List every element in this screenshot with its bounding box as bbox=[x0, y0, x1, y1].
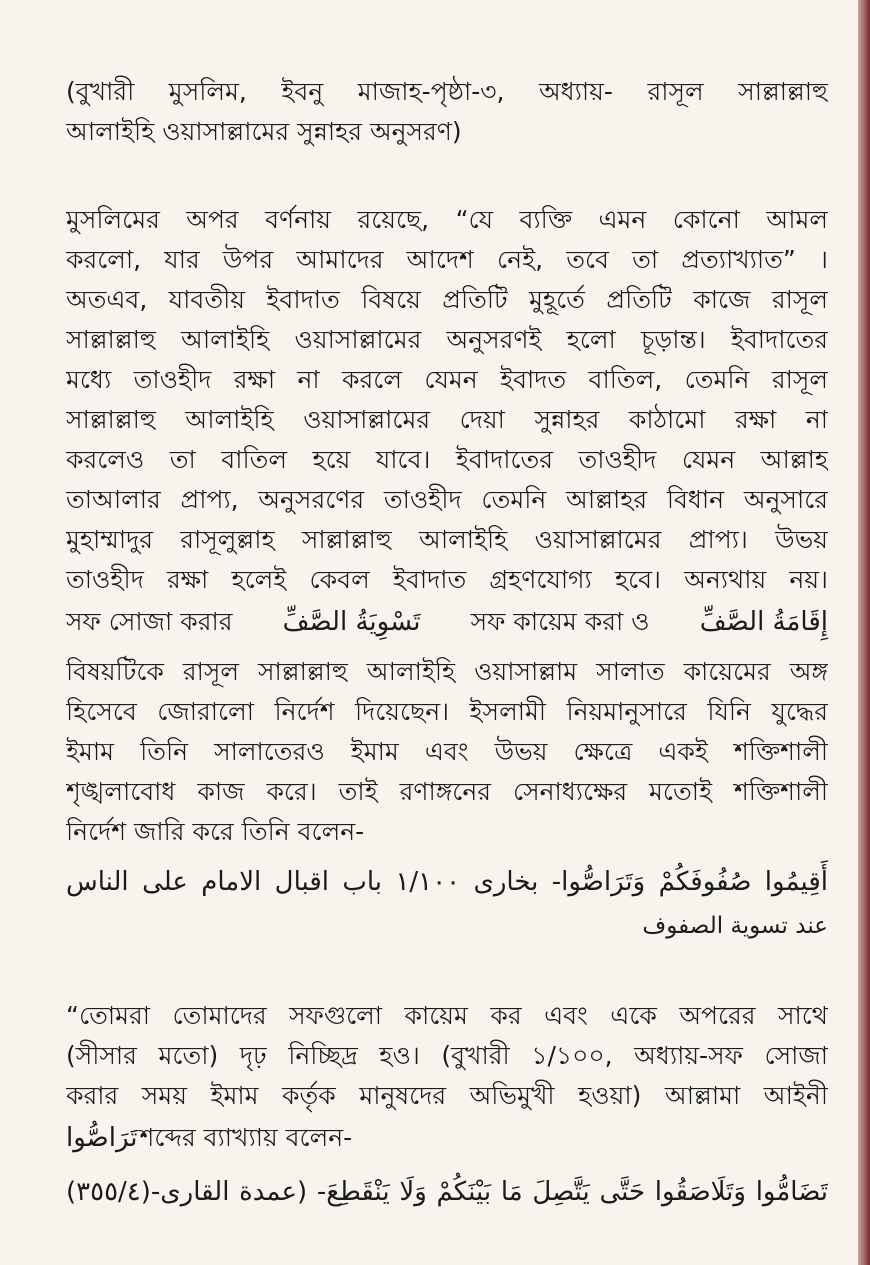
bangla-phrase: সফ সোজা করার bbox=[66, 607, 233, 636]
paragraph-saf-instruction bbox=[66, 652, 828, 852]
arabic-hadith bbox=[66, 860, 828, 948]
page-edge bbox=[858, 0, 870, 1265]
spacer bbox=[66, 152, 828, 200]
text-line: করলো, যার উপর আমাদের আদেশ নেই, তবে তা প্রত্যাখ্যাত” । bbox=[66, 245, 828, 274]
text-line: ইমাম তিনি সালাতেরও ইমাম এবং উভয় ক্ষেত্রে একই শক্তিশালী bbox=[66, 737, 828, 766]
text-line: তাআলার প্রাপ্য, অনুসরণের তাওহীদ তেমনি আল্লাহর বিধান অনুসারে bbox=[66, 485, 828, 514]
text-line: করলেও তা বাতিল হয়ে যাবে। ইবাদাতের তাওহীদ যেমন আল্লাহ bbox=[66, 445, 828, 474]
text-line: শৃঙ্খলাবোধ কাজ করে। তাই রণাঙ্গনের সেনাধ্যক্ষের মতোই শক্তিশালী bbox=[66, 777, 828, 806]
arabic-term: تَسْوِيَةُ الصَّفِّ bbox=[282, 607, 421, 637]
text-line: হিসেবে জোরালো নির্দেশ দিয়েছেন। ইসলামী নিয়মানুসারে যিনি যুদ্ধের bbox=[66, 697, 828, 726]
text-line: বিষয়টিকে রাসূল সাল্লাল্লাহু আলাইহি ওয়াসাল্লাম সালাত কায়েমের অঙ্গ bbox=[66, 657, 828, 686]
text-line: (সীসার মতো) দৃঢ় নিচ্ছিদ্র হও। (বুখারী ১/১০০, অধ্যায়-সফ সোজা bbox=[66, 1041, 828, 1070]
book-page bbox=[66, 72, 828, 1214]
text-line: “তোমরা তোমাদের সফগুলো কায়েম কর এবং একে অপরের সাথে bbox=[66, 1001, 828, 1030]
arabic-explanation-line: تَضَامُّوا وَتَلَاصَقُوا حَتَّى يَتَّصِلَ مَا بَيْنَكُمْ وَلَا يَنْقَطِعَ- (عمدة القارى-(٣٥٥/٤) bbox=[66, 1177, 828, 1207]
arabic-term: إِقَامَةُ الصَّفِّ bbox=[699, 607, 828, 637]
text-line: মধ্যে তাওহীদ রক্ষা না করলে যেমন ইবাদত বাতিল, তেমনি রাসূল bbox=[66, 365, 828, 394]
paragraph-translation bbox=[66, 996, 828, 1116]
paragraph-muslim-narration bbox=[66, 200, 828, 600]
text-line: অতএব, যাবতীয় ইবাদাত বিষয়ে প্রতিটি মুহূর্তে প্রতিটি কাজে রাসূল bbox=[66, 285, 828, 314]
text-line: সাল্লাল্লাহু আলাইহি ওয়াসাল্লামের দেয়া সুন্নাহর কাঠামো রক্ষা না bbox=[66, 405, 828, 434]
text-line: সাল্লাল্লাহু আলাইহি ওয়াসাল্লামের অনুসরণই হলো চূড়ান্ত। ইবাদাতের bbox=[66, 325, 828, 354]
paragraph-reference bbox=[66, 72, 828, 152]
text-line: নির্দেশ জারি করে তিনি বলেন- bbox=[66, 817, 365, 846]
mixed-arabic-bangla-line bbox=[66, 600, 828, 644]
arabic-line: عند تسوية الصفوف bbox=[642, 913, 828, 939]
text-line: করার সময় ইমাম কর্তৃক মানুষদের অভিমুখী হওয়া) আল্লামা আইনী bbox=[66, 1081, 828, 1110]
spacer bbox=[66, 948, 828, 996]
bangla-phrase: শব্দের ব্যাখ্যায় বলেন- bbox=[139, 1123, 353, 1152]
bangla-phrase: সফ কায়েম করা ও bbox=[470, 607, 650, 636]
arabic-term: تَرَاصُّوا bbox=[66, 1123, 138, 1153]
text-line: তাওহীদ রক্ষা হলেই কেবল ইবাদাত গ্রহণযোগ্য হবে। অন্যথায় নয়। bbox=[66, 565, 828, 594]
mixed-arabic-bangla-line-2 bbox=[66, 1116, 828, 1160]
text-line: মুসলিমের অপর বর্ণনায় রয়েছে, “যে ব্যক্তি এমন কোনো আমল bbox=[66, 205, 828, 234]
text-line: (বুখারী মুসলিম, ইবনু মাজাহ-পৃষ্ঠা-৩, অধ্যায়- রাসূল সাল্লাল্লাহু bbox=[66, 77, 828, 106]
text-line: মুহাম্মাদুর রাসূলুল্লাহ সাল্লাল্লাহু আলাইহি ওয়াসাল্লামের প্রাপ্য। উভয় bbox=[66, 525, 828, 554]
text-line: আলাইহি ওয়াসাল্লামের সুন্নাহর অনুসরণ) bbox=[66, 117, 462, 146]
arabic-line: أَقِيمُوا صُفُوفَكُمْ وَتَرَاصُّوا- بخارى ١/١٠٠ باب اقبال الامام على الناس bbox=[66, 867, 828, 897]
